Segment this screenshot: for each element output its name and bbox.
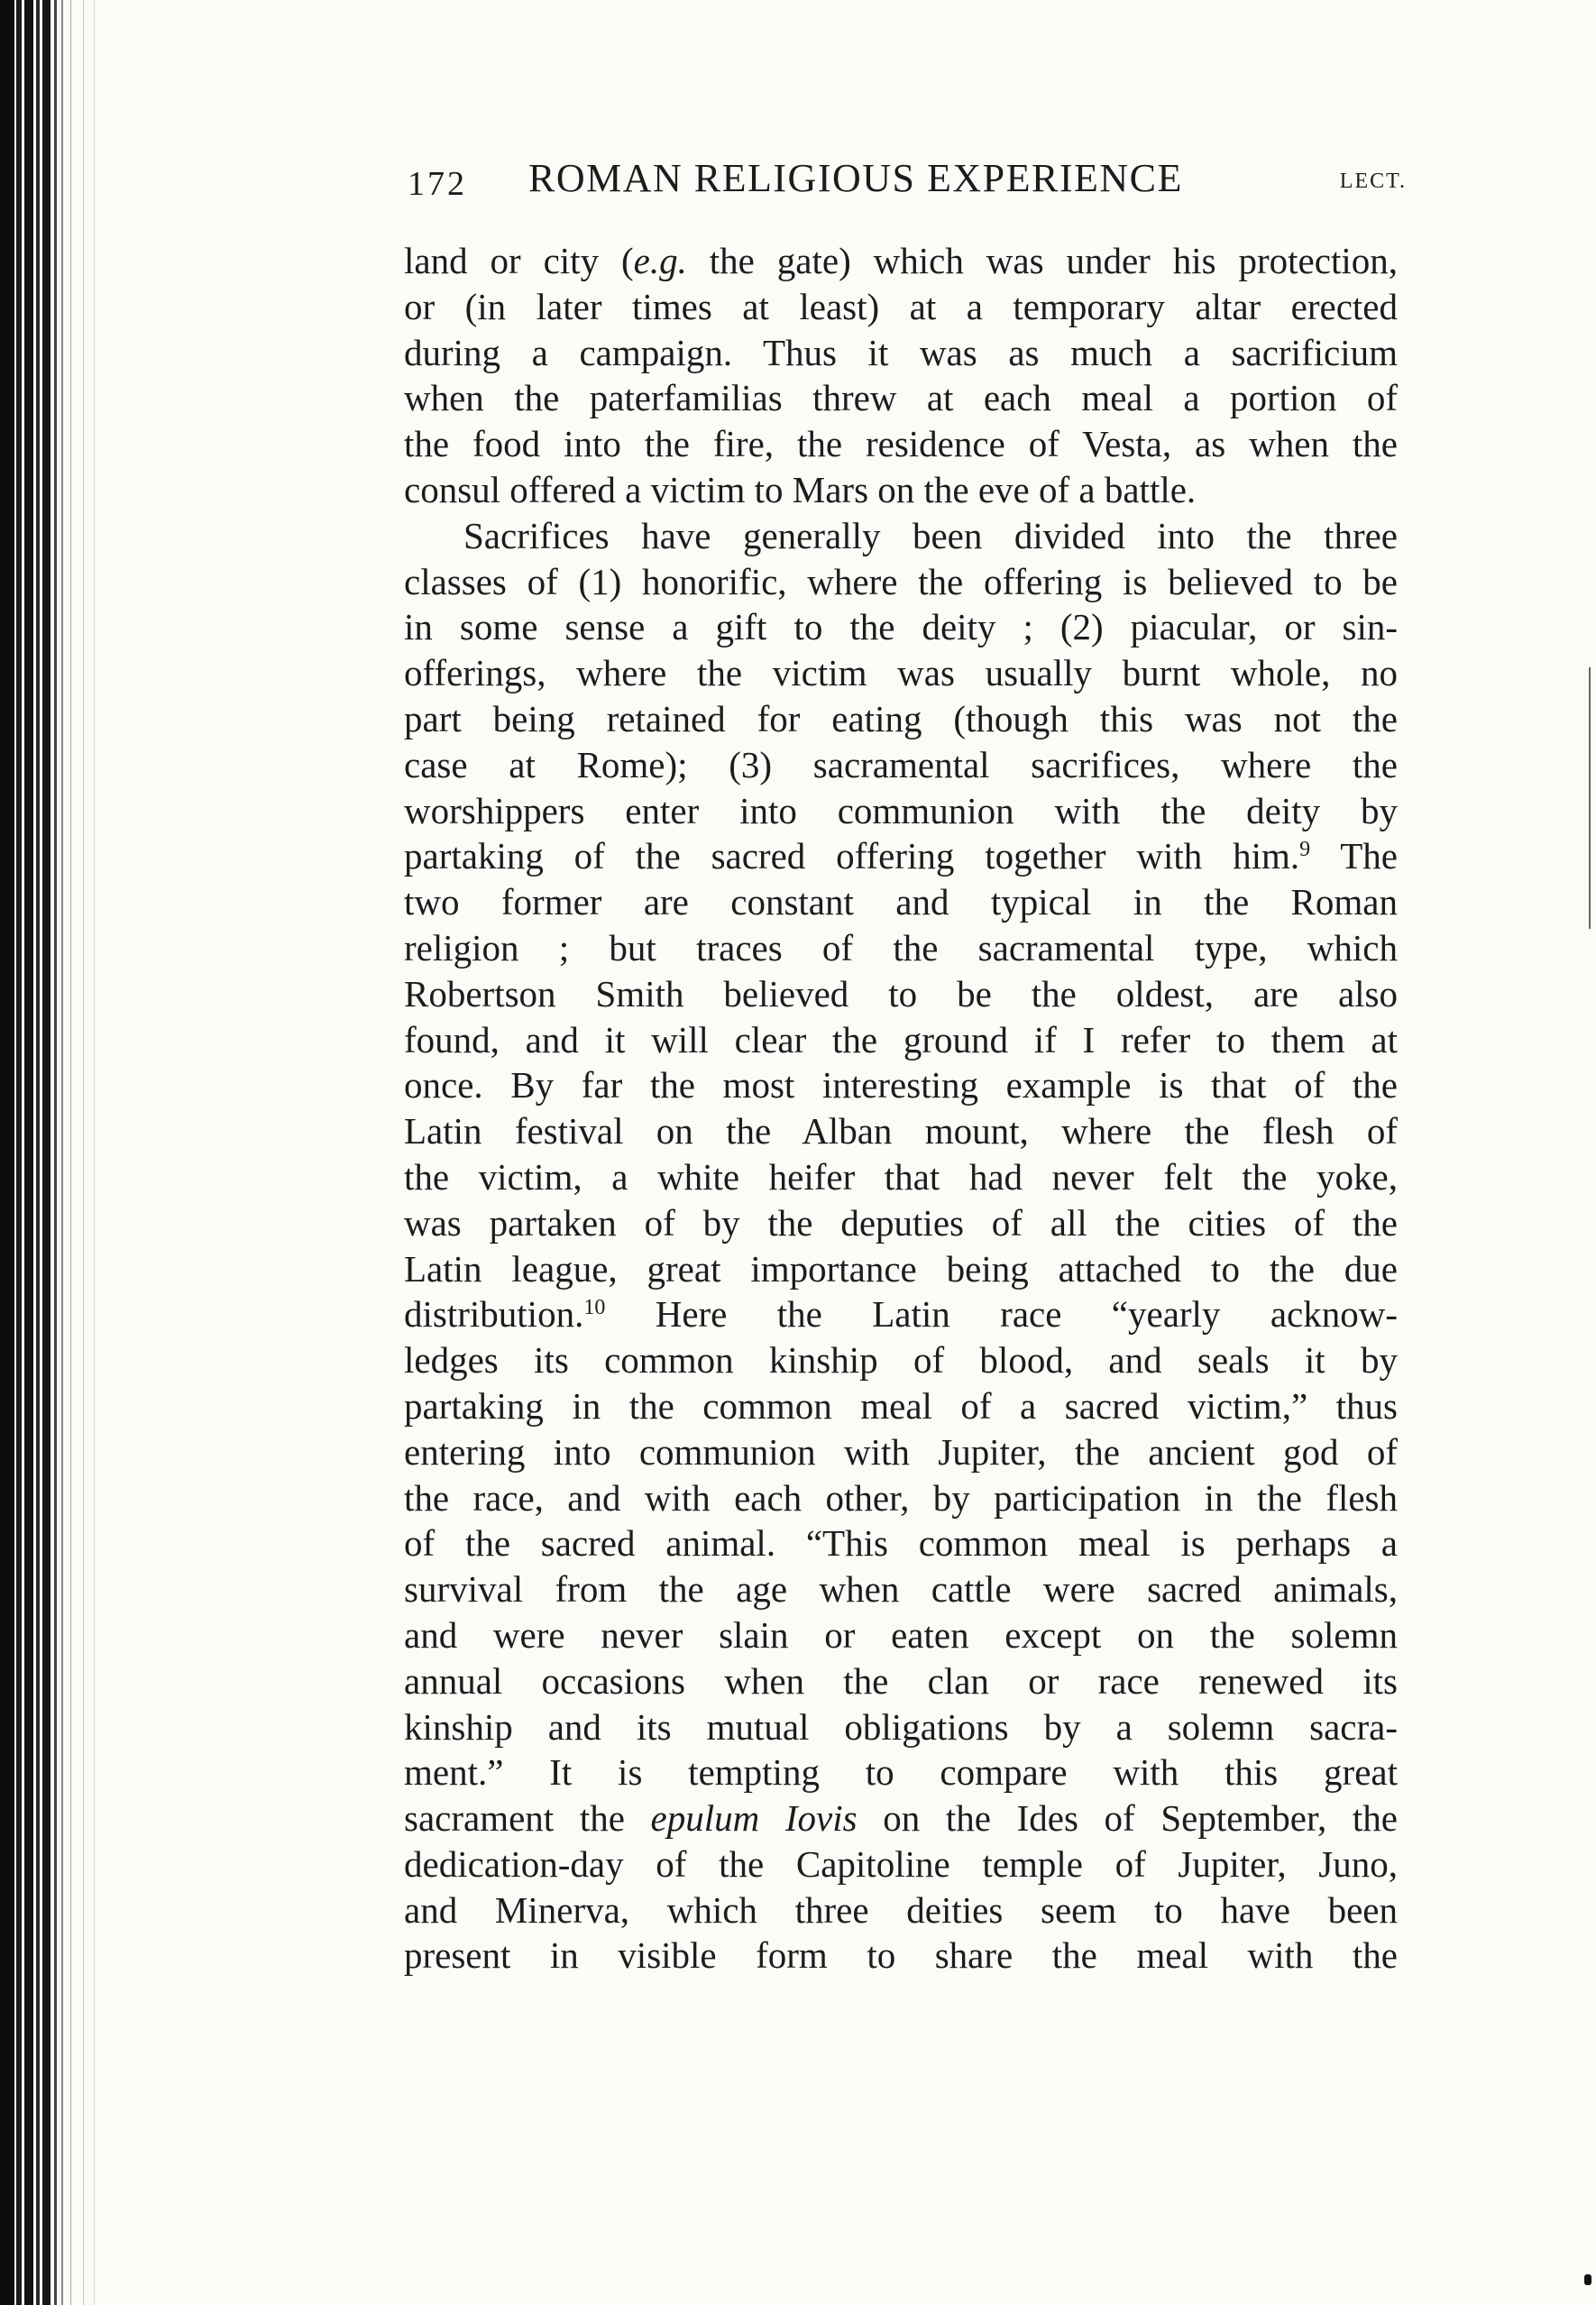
text-line: offerings, where the victim was usually burnt whole, no — [404, 652, 1398, 694]
text-line: two former are constant and typical in the Roman — [404, 881, 1398, 923]
text-line: annual occasions when the clan or race renewed its — [404, 1659, 1398, 1702]
text-line: the race, and with each other, by participation in the flesh — [404, 1476, 1398, 1519]
text-line: survival from the age when cattle were sacred animals, — [404, 1568, 1398, 1611]
text-line: kinship and its mutual obligations by a solemn sacra- — [404, 1705, 1398, 1748]
text-line: distribution.$^{10}$ Here the Latin race “yearly acknow- — [404, 1293, 1398, 1336]
running-head — [408, 152, 1407, 206]
page-corner-mark — [1584, 2274, 1591, 2285]
running-title: ROMAN RELIGIOUS EXPERIENCE — [528, 156, 1183, 200]
text-line: Sacrifices have generally been divided into the three — [463, 514, 1398, 556]
text-line: Latin festival on the Alban mount, where the flesh of — [404, 1110, 1398, 1152]
text-line: partaking in the common meal of a sacred victim,” thus — [404, 1384, 1398, 1427]
text-line: case at Rome); (3) sacramental sacrifices, where the — [404, 743, 1398, 785]
text-line: of the sacred animal. “This common meal is perhaps a — [404, 1522, 1398, 1565]
text-line: the victim, a white heifer that had never felt the yoke, — [404, 1155, 1398, 1198]
text-line: or (in later times at least) at a temporary altar erected — [404, 285, 1398, 327]
text-line: Robertson Smith believed to be the oldest, are also — [404, 972, 1398, 1015]
text-line: religion ; but traces of the sacramental type, which — [404, 926, 1398, 969]
text-line: during a campaign. Thus it was as much a sacrificium — [404, 331, 1398, 373]
text-line: when the paterfamilias threw at each meal a portion of — [404, 377, 1398, 419]
text-line: worshippers enter into communion with the deity by — [404, 789, 1398, 831]
text-line: the food into the fire, the residence of Vesta, as when the — [404, 423, 1398, 465]
text-line: ment.” It is tempting to compare with this great — [404, 1751, 1398, 1794]
footnote-ref: 9 — [1299, 838, 1311, 862]
text-line: classes of (1) honorific, where the offering is believed to be — [404, 560, 1398, 602]
text-line: and Minerva, which three deities seem to have been — [404, 1888, 1398, 1931]
text-line: present in visible form to share the meal with the — [404, 1934, 1398, 1977]
text-line: part being retained for eating (though this was not the — [404, 697, 1398, 739]
text-line: sacrament the epulum Iovis on the Ides of September, the — [404, 1797, 1398, 1840]
footnote-ref: 10 — [583, 1296, 606, 1320]
book-binding-shadow — [0, 0, 106, 2305]
page-number: 172 — [408, 165, 467, 203]
section-label: LECT. — [1339, 170, 1407, 193]
text-line: entering into communion with Jupiter, the ancient god of — [404, 1430, 1398, 1473]
text-line: dedication-day of the Capitoline temple of Jupiter, Juno, — [404, 1842, 1398, 1885]
text-line: Latin league, great importance being attached to the due — [404, 1247, 1398, 1290]
page-body — [404, 238, 1398, 1979]
text-line: once. By far the most interesting example is that of the — [404, 1064, 1398, 1107]
text-line: partaking of the sacred offering together with him.$^9$ The — [404, 835, 1398, 877]
text-line: ledges its common kinship of blood, and seals it by — [404, 1339, 1398, 1382]
text-line: land or city (e.g. the gate) which was under his protection, — [404, 240, 1398, 281]
text-line: and were never slain or eaten except on the solemn — [404, 1613, 1398, 1656]
text-line: found, and it will clear the ground if I refer to them at — [404, 1018, 1398, 1061]
page-edge-mark — [1589, 667, 1591, 929]
text-line: consul offered a victim to Mars on the eve of a battle. — [404, 468, 1197, 510]
text-line: was partaken of by the deputies of all the cities of the — [404, 1201, 1398, 1244]
text-line: in some sense a gift to the deity ; (2) piacular, or sin- — [404, 606, 1398, 648]
